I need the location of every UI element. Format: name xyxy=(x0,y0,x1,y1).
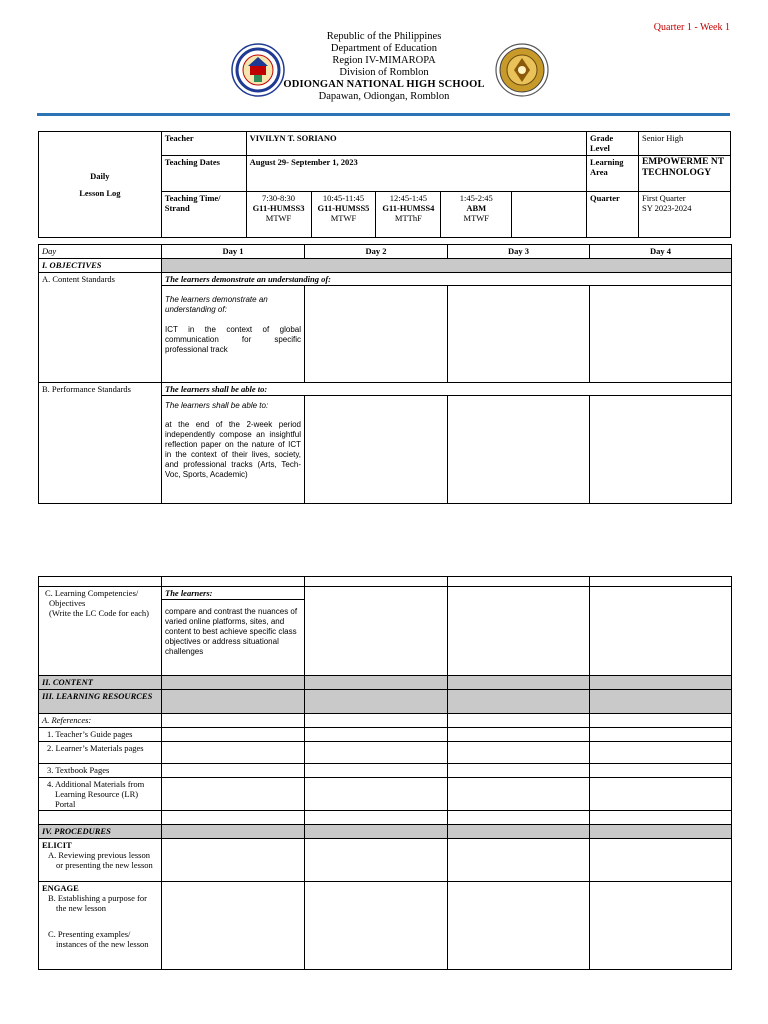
slot-time: 1:45-2:45 xyxy=(459,193,493,203)
empty-cell xyxy=(590,811,732,825)
procedures-band xyxy=(590,825,732,839)
cs-body: ICT in the context of global communication for specific professional track xyxy=(165,325,301,354)
lc-label-line: (Write the LC Code for each) xyxy=(49,608,149,618)
lc-day3 xyxy=(448,587,590,676)
performance-standards-label: B. Performance Standards xyxy=(39,383,162,504)
slot-strand: G11-HUMSS4 xyxy=(382,203,435,213)
slot-time: 7:30-8:30 xyxy=(262,193,296,203)
additional-materials-label: 4. Additional Materials from Learning Resource (LR) Portal xyxy=(39,778,162,811)
empty-cell xyxy=(448,811,590,825)
slot-days: MTThF xyxy=(394,213,422,223)
empty-cell xyxy=(305,714,448,728)
empty-cell xyxy=(448,714,590,728)
header-line: Division of Romblon xyxy=(339,67,429,78)
objectives-heading: I. OBJECTIVES xyxy=(39,259,162,273)
title-line: Daily xyxy=(90,170,110,181)
learning-competencies-lead: The learners: xyxy=(162,587,305,600)
empty-cell xyxy=(162,839,305,882)
learning-competencies-label xyxy=(39,587,162,676)
empty-cell xyxy=(162,778,305,811)
empty-cell xyxy=(305,742,448,764)
performance-standards-day4 xyxy=(590,396,732,504)
daily-lesson-log-title xyxy=(39,132,162,238)
elicit-cell xyxy=(39,839,162,882)
teacher-label: Teacher xyxy=(161,132,246,156)
content-standards-day1 xyxy=(162,286,305,383)
performance-standards-lead: The learners shall be able to: xyxy=(162,383,732,396)
slot-days: MTWF xyxy=(463,213,490,223)
title-line: Lesson Log xyxy=(79,187,121,198)
day-3-header: Day 3 xyxy=(448,245,590,259)
day-1-header: Day 1 xyxy=(162,245,305,259)
empty-cell xyxy=(305,778,448,811)
time-slot-4 xyxy=(441,192,512,238)
resources-band xyxy=(448,690,590,714)
lc-day2 xyxy=(305,587,448,676)
elicit-a-label: A. Reviewing previous lesson or presenting the new lesson xyxy=(48,850,153,870)
quarter-label: Quarter xyxy=(587,192,639,238)
quarter-line: SY 2023-2024 xyxy=(641,203,692,213)
slot-time: 12:45-1:45 xyxy=(389,193,428,203)
references-label: A. References: xyxy=(39,714,162,728)
learning-competencies-day1 xyxy=(162,600,305,676)
empty-cell xyxy=(590,742,732,764)
lc-body: compare and contrast the nuances of varied online platforms, sites, and content to best achieve specific class objectives or address situational challenges xyxy=(165,607,298,656)
empty-cell xyxy=(162,742,305,764)
ps-body: at the end of the 2-week period independently compose an insightful reflection paper on the nature of ICT in the context of their lives, society, and professional tracks (Arts, Tech-Voc, Sports, Academic) xyxy=(165,420,301,479)
school-name: ODIONGAN NATIONAL HIGH SCHOOL xyxy=(283,79,485,90)
engage-b-label: B. Establishing a purpose for the new lesson xyxy=(48,893,147,913)
empty-cell xyxy=(162,764,305,778)
time-slot-2 xyxy=(311,192,376,238)
teaching-time-label: Teaching Time/ Strand xyxy=(161,192,246,238)
empty-cell xyxy=(590,714,732,728)
lc-label-line: C. Learning Competencies/ xyxy=(45,588,139,598)
empty-cell xyxy=(305,728,448,742)
content-band xyxy=(162,676,305,690)
engage-heading: ENGAGE xyxy=(42,883,79,893)
ps-sub: The learners shall be able to: xyxy=(165,401,269,410)
slot-time: 10:45-11:45 xyxy=(322,193,365,203)
performance-standards-day2 xyxy=(305,396,448,504)
content-standards-day3 xyxy=(448,286,590,383)
content-band xyxy=(590,676,732,690)
spacer-cell xyxy=(590,577,732,587)
empty-cell xyxy=(162,882,305,970)
day-2-header: Day 2 xyxy=(305,245,448,259)
empty-cell xyxy=(448,764,590,778)
lc-label-line: Objectives xyxy=(49,598,86,608)
textbook-pages-label: 3. Textbook Pages xyxy=(39,764,162,778)
learning-area-value: EMPOWERME NT TECHNOLOGY xyxy=(638,156,730,192)
empty-cell xyxy=(448,728,590,742)
empty-cell xyxy=(162,811,305,825)
content-standards-day2 xyxy=(305,286,448,383)
procedures-heading: IV. PROCEDURES xyxy=(39,825,162,839)
teacher-name: VIVILYN T. SORIANO xyxy=(246,132,586,156)
empty-cell xyxy=(590,839,732,882)
empty-cell xyxy=(590,728,732,742)
empty-cell xyxy=(162,728,305,742)
spacer-cell xyxy=(39,577,162,587)
header-line: Department of Education xyxy=(330,43,438,54)
resources-band xyxy=(305,690,448,714)
empty-cell xyxy=(590,764,732,778)
content-band xyxy=(305,676,448,690)
empty-cell xyxy=(39,811,162,825)
empty-cell xyxy=(305,839,448,882)
engage-c-label: C. Presenting examples/ instances of the new lesson xyxy=(48,929,149,949)
content-heading: II. CONTENT xyxy=(39,676,162,690)
empty-cell xyxy=(448,778,590,811)
quarter-week-label: Quarter 1 - Week 1 xyxy=(653,22,730,33)
procedures-band xyxy=(162,825,305,839)
empty-cell xyxy=(305,764,448,778)
resources-band xyxy=(590,690,732,714)
content-band xyxy=(448,676,590,690)
elicit-heading: ELICIT xyxy=(42,840,72,850)
grade-level-value: Senior High xyxy=(638,132,730,156)
cs-sub: The learners demonstrate an understanding of: xyxy=(165,295,268,314)
quarter-line: First Quarter xyxy=(641,193,686,203)
spacer-cell xyxy=(305,577,448,587)
objectives-band xyxy=(162,259,732,273)
school-address: Dapawan, Odiongan, Romblon xyxy=(318,91,450,102)
time-slot-empty xyxy=(512,192,587,238)
grade-level-label: Grade Level xyxy=(587,132,639,156)
procedures-band xyxy=(305,825,448,839)
day-label: Day xyxy=(39,245,162,259)
slot-days: MTWF xyxy=(265,213,292,223)
slot-strand: G11-HUMSS3 xyxy=(252,203,305,213)
learners-materials-label: 2. Learner’s Materials pages xyxy=(39,742,162,764)
empty-cell xyxy=(305,882,448,970)
empty-cell xyxy=(448,882,590,970)
spacer-cell xyxy=(162,577,305,587)
time-slot-3 xyxy=(376,192,441,238)
school-seal-icon xyxy=(495,43,549,97)
slot-strand: G11-HUMSS5 xyxy=(317,203,370,213)
engage-cell xyxy=(39,882,162,970)
header-divider xyxy=(37,113,730,116)
empty-cell xyxy=(305,811,448,825)
empty-cell xyxy=(162,714,305,728)
empty-cell xyxy=(590,778,732,811)
school-header xyxy=(0,31,768,103)
quarter-value xyxy=(638,192,730,238)
teaching-dates-value: August 29- September 1, 2023 xyxy=(246,156,586,192)
header-line: Republic of the Philippines xyxy=(326,31,442,42)
empty-cell xyxy=(448,742,590,764)
lesson-plan-table-continued xyxy=(38,576,732,970)
learning-resources-heading: III. LEARNING RESOURCES xyxy=(39,690,162,714)
resources-band xyxy=(162,690,305,714)
performance-standards-day3 xyxy=(448,396,590,504)
content-standards-label: A. Content Standards xyxy=(39,273,162,383)
content-standards-lead: The learners demonstrate an understanding of: xyxy=(162,273,732,286)
learning-area-label: Learning Area xyxy=(587,156,639,192)
lc-day4 xyxy=(590,587,732,676)
teachers-guide-label: 1. Teacher’s Guide pages xyxy=(39,728,162,742)
lesson-info-table-main xyxy=(38,131,731,238)
slot-days: MTWF xyxy=(330,213,357,223)
teaching-dates-label: Teaching Dates xyxy=(161,156,246,192)
day-4-header: Day 4 xyxy=(590,245,732,259)
slot-strand: ABM xyxy=(466,203,487,213)
spacer-cell xyxy=(448,577,590,587)
time-slot-1 xyxy=(246,192,311,238)
lesson-plan-table xyxy=(38,244,732,504)
empty-cell xyxy=(590,882,732,970)
content-standards-day4 xyxy=(590,286,732,383)
procedures-band xyxy=(448,825,590,839)
empty-cell xyxy=(448,839,590,882)
header-line: Region IV-MIMAROPA xyxy=(332,55,436,66)
performance-standards-day1 xyxy=(162,396,305,504)
